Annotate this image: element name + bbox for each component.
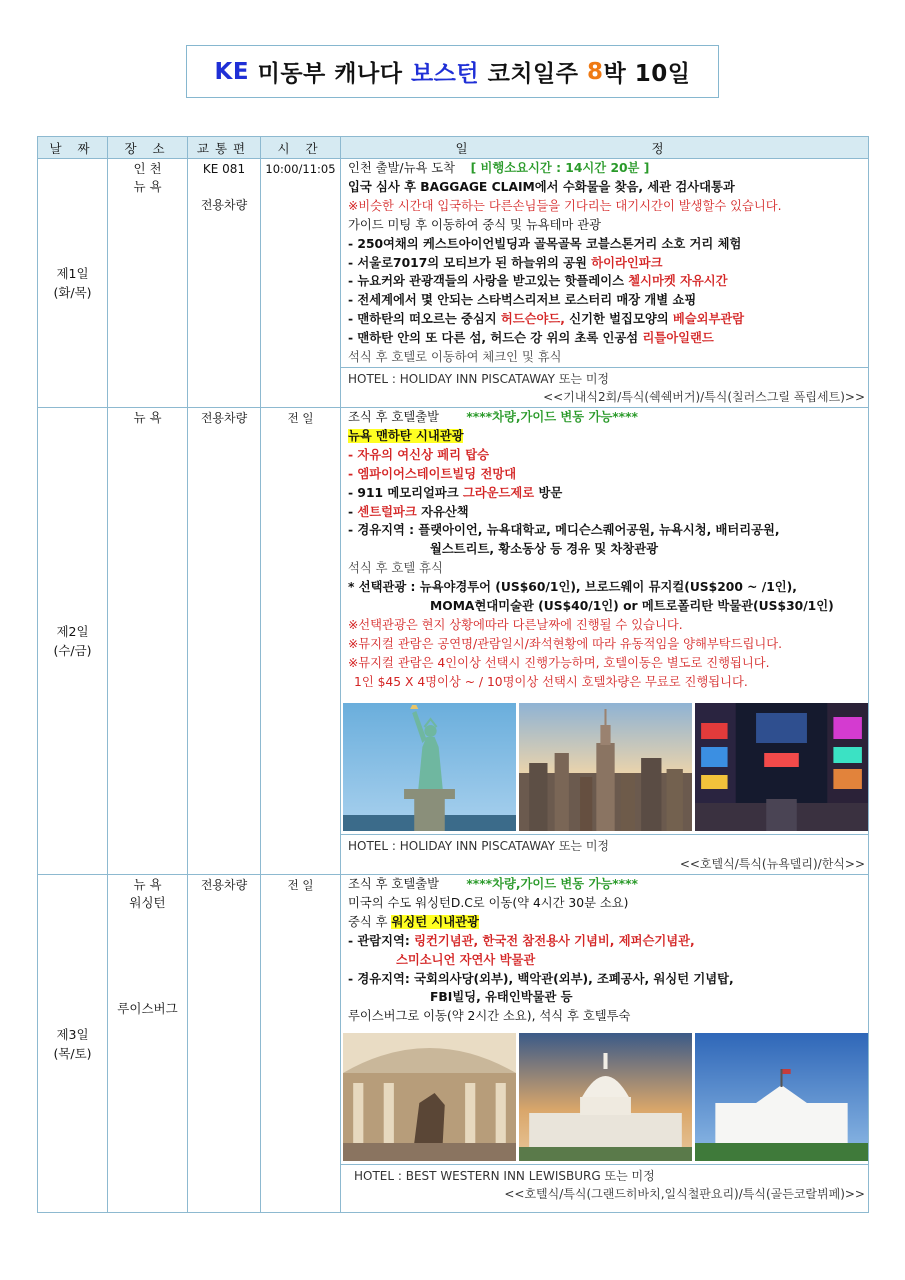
highlighted-title: 워싱턴 시내관광 <box>391 914 479 929</box>
photo-strip <box>341 1030 868 1164</box>
highlight-place: 리틀아일랜드 <box>642 331 714 346</box>
schedule-line: 조식 후 호텔출발 <box>348 877 439 891</box>
schedule-line: 입국 심사 후 BAGGAGE CLAIM에서 수화물을 찾음, 세관 검사대통과 <box>348 179 735 194</box>
day-cell <box>38 159 108 408</box>
table-row <box>38 875 869 1213</box>
schedule-line: - 전세계에서 몇 안되는 스타벅스리저브 로스터리 매장 개별 쇼핑 <box>348 293 697 308</box>
place-name: 워싱턴 <box>129 895 166 910</box>
day-of-week: (수/금) <box>53 643 92 658</box>
header-place: 장 소 <box>108 137 188 159</box>
schedule-line: 중식 후 <box>348 914 392 929</box>
flight-duration: [ 비행소요시간 : 14시간 20분 ] <box>470 161 650 175</box>
schedule-line: - 뉴요커와 관광객들의 사랑을 받고있는 핫플레이스 <box>348 274 629 289</box>
schedule-line: 루이스버그로 이동(약 2시간 소요), 석식 후 호텔투숙 <box>348 1009 631 1024</box>
meal-info: <<호텔식/특식(그랜드히바치,일식철판요리)/특식(골든코랄뷔페)>> <box>504 1187 865 1202</box>
schedule-cell <box>341 875 869 1213</box>
place-name: 뉴 욕 <box>133 877 162 892</box>
schedule-line: - 서울로7017의 모티브가 된 하늘위의 공원 <box>348 255 592 270</box>
place-cell <box>108 875 188 1213</box>
flight-number: KE 081 <box>202 162 246 176</box>
notice-line: ※뮤지컬 관람은 4인이상 선택시 진행가능하며, 호텔이동은 별도로 진행됩니다. <box>348 655 770 670</box>
highlighted-title: 뉴욕 맨하탄 시내관광 <box>348 428 464 443</box>
header-schedule: 일 정 <box>341 137 869 159</box>
empire-state-photo <box>519 703 692 831</box>
schedule-cell <box>341 408 869 875</box>
notice-line: ※비슷한 시간대 입국하는 다른손님들을 기다리는 대기시간이 발생할수 있습니다. <box>348 198 782 213</box>
meal-info: <<기내식2회/특식(쉑쉑버거)/특식(칠러스그릴 폭립세트)>> <box>543 389 865 404</box>
schedule-line: - 경유지역: 국회의사당(외부), 백악관(외부), 조폐공사, 워싱턴 기념탑, <box>348 971 734 986</box>
notice-line: 1인 $45 X 4명이상 ~ / 10명이상 선택시 호텔차량은 무료로 진행됩니다. <box>354 674 748 689</box>
white-house-photo <box>695 1033 868 1161</box>
hotel-info <box>341 834 868 873</box>
transport-type: 전용차량 <box>200 198 248 212</box>
day-of-week: (화/목) <box>53 285 92 300</box>
hotel-name: HOTEL : BEST WESTERN INN LEWISBURG 또는 미정 <box>354 1169 655 1184</box>
day-cell <box>38 875 108 1213</box>
highlight-place: 하이라인파크 <box>591 255 663 270</box>
place-name: 루이스버그 <box>117 1001 178 1016</box>
highlight-place: 허드슨야드, <box>500 312 565 327</box>
day-label: 제2일 <box>56 624 89 639</box>
day-label: 제3일 <box>56 1026 89 1042</box>
schedule-line: - 911 메모리얼파크 <box>348 485 463 500</box>
natural-history-museum-photo <box>343 1033 516 1161</box>
header-time: 시 간 <box>261 137 341 159</box>
hotel-info <box>341 367 868 406</box>
transport-type: 전용차량 <box>200 878 248 892</box>
day-of-week: (목/토) <box>53 1045 92 1061</box>
schedule-line: FBI빌딩, 유태인박물관 등 <box>430 990 573 1005</box>
highlight-place: 스미소니언 자연사 박물관 <box>396 952 536 967</box>
schedule-line: 신기한 벌집모양의 <box>564 312 673 327</box>
schedule-line: - 관람지역: <box>348 933 415 948</box>
transport-cell <box>188 875 261 1213</box>
place-cell <box>108 159 188 408</box>
time-cell: 전 일 <box>261 408 341 875</box>
highlight-place: 센트럴파크 <box>357 504 417 519</box>
time-cell: 10:00/11:05 <box>261 159 341 408</box>
hotel-info <box>341 1164 868 1203</box>
highlight-place: 베슬외부관람 <box>672 312 745 327</box>
itinerary-table <box>37 136 869 1213</box>
schedule-line: 인천 출발/뉴욕 도착 <box>348 161 455 175</box>
schedule-line: - 250여채의 케스트아이언빌딩과 골목골목 코블스톤거리 소호 거리 체험 <box>348 236 742 251</box>
hotel-name: HOTEL : HOLIDAY INN PISCATAWAY 또는 미정 <box>348 371 610 386</box>
table-row <box>38 159 869 408</box>
statue-of-liberty-photo <box>343 703 516 831</box>
schedule-line: - 맨하탄 안의 또 다른 섬, 허드슨 강 위의 초록 인공섬 <box>348 331 643 346</box>
schedule-line: 석식 후 호텔 휴식 <box>348 561 443 576</box>
header-transport: 교통편 <box>188 137 261 159</box>
schedule-line: 자유산책 <box>416 504 469 519</box>
meal-info: <<호텔식/특식(뉴욕델리)/한식>> <box>679 856 865 871</box>
highlight-place: 그라운드제로 <box>462 485 535 500</box>
times-square-photo <box>695 703 868 831</box>
schedule-line: 월스트리트, 황소동상 등 경유 및 차창관광 <box>430 542 659 557</box>
hotel-name: HOTEL : HOLIDAY INN PISCATAWAY 또는 미정 <box>348 838 610 853</box>
schedule-line: - 엠파이어스테이트빌딩 전망대 <box>348 466 517 481</box>
day-cell <box>38 408 108 875</box>
table-row <box>38 408 869 875</box>
header-date: 날 짜 <box>38 137 108 159</box>
schedule-line: 가이드 미팅 후 이동하여 중식 및 뉴욕테마 관광 <box>348 217 602 232</box>
transport-cell <box>188 159 261 408</box>
optional-tour-line: MOMA현대미술관 (US$40/1인) or 메트로폴리탄 박물관(US$30/1인) <box>430 599 834 614</box>
notice-line: ****차량,가이드 변동 가능**** <box>466 877 638 891</box>
transport-cell <box>188 408 261 875</box>
transport-type: 전용차량 <box>200 411 248 425</box>
highlight-place: 첼시마켓 자유시간 <box>628 274 728 289</box>
schedule-line: - 맨하탄의 떠오르는 중심지 <box>348 312 501 327</box>
highlight-place: 링컨기념관, 한국전 참전용사 기념비, 제퍼슨기념관, <box>414 933 695 948</box>
notice-line: ※뮤지컬 관람은 공연명/관람일시/좌석현황에 따라 유동적임을 양해부탁드립니다. <box>348 636 783 651</box>
schedule-cell <box>341 159 869 408</box>
day-label: 제1일 <box>56 266 89 281</box>
schedule-line: 조식 후 호텔출발 <box>348 410 439 424</box>
schedule-line: 석식 후 호텔로 이동하여 체크인 및 휴식 <box>348 350 562 365</box>
document-title: KE 미동부 캐나다 보스턴 코치일주 8 박 10일 <box>186 45 719 98</box>
capitol-building-photo <box>519 1033 692 1161</box>
photo-strip <box>341 700 868 834</box>
schedule-line: - 자유의 여신상 페리 탑승 <box>348 447 490 462</box>
place-name: 인 천 <box>133 161 162 176</box>
notice-line: ※선택관광은 현지 상황에따라 다른날짜에 진행될 수 있습니다. <box>348 617 683 632</box>
place-name: 뉴 욕 <box>133 179 162 194</box>
schedule-line: 방문 <box>534 485 563 500</box>
schedule-line: 미국의 수도 워싱턴D.C로 이동(약 4시간 30분 소요) <box>348 895 629 910</box>
schedule-line: - 경유지역 : 플랫아이언, 뉴욕대학교, 메디슨스퀘어공원, 뉴욕시청, 배터리공원, <box>348 523 780 538</box>
optional-tour-line: * 선택관광 : 뉴욕야경투어 (US$60/1인), 브로드웨이 뮤지컬(US$200 ~ /1인), <box>348 580 797 595</box>
schedule-line: - <box>348 504 358 519</box>
place-name: 뉴 욕 <box>133 410 162 425</box>
time-cell: 전 일 <box>261 875 341 1213</box>
place-cell <box>108 408 188 875</box>
notice-line: ****차량,가이드 변동 가능**** <box>466 410 638 424</box>
table-header-row <box>38 137 869 159</box>
